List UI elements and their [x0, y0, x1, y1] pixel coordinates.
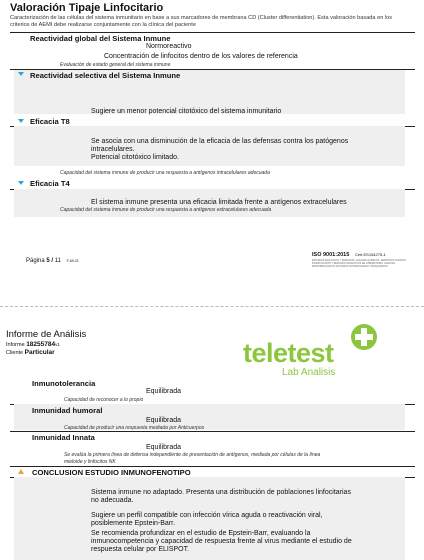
conclusion-p3-line-2: inmunocompetencia y capacidad de respuesta frente al virus mediante el estudio de: [91, 538, 352, 545]
divider: [10, 466, 415, 467]
t8-note: Capacidad del sistema inmune de producir una respuesta a antígenos intracelulares adecuada: [60, 170, 270, 176]
inmunotolerancia-note: Capacidad de reconocer a lo propio: [64, 397, 144, 403]
section-arrow-icon: [18, 181, 24, 185]
divider: [10, 69, 415, 70]
iso-cert: Cert.ES154275-1: [354, 252, 386, 257]
page-total: 11: [54, 258, 61, 264]
page-title: Valoración Tipaje Linfocitario: [10, 2, 164, 14]
section-heading-t4: Eficacia T4: [30, 179, 70, 188]
informe-number: 18255784: [26, 341, 56, 348]
divider: [10, 32, 415, 33]
page-current: 5: [46, 258, 50, 264]
section-heading-t8: Eficacia T8: [30, 117, 70, 126]
conclusion-p3-line-3: respuesta celular por ELISPOT.: [91, 546, 190, 553]
cliente-value: Particular: [24, 349, 55, 356]
warning-triangle-icon: [18, 469, 24, 474]
page-separator: /: [51, 258, 54, 264]
t8-line-2: intracelulares.: [91, 146, 135, 153]
selectiva-description: Sugiere un menor potencial citotóxico del sistema inmunitario: [91, 108, 282, 115]
informe-version: v1: [55, 342, 60, 347]
humoral-note: Capacidad de producir una respuesta mediada por Anticuerpos: [64, 425, 205, 431]
t8-line-3: Potencial citotóxico limitado.: [91, 154, 179, 161]
teletest-logo: teletest: [243, 338, 334, 368]
conclusion-p3-line-1: Se recomienda profundizar en el estudio de Epstein-Barr, evaluando la: [91, 530, 311, 537]
section-band: [14, 126, 405, 166]
conclusion-p2-line-2: posiblemente Epstein-Barr.: [91, 520, 176, 527]
innata-note-2: mieloide y linfocitos NK: [64, 459, 116, 465]
client: [6, 349, 55, 356]
informe-label: Informe: [6, 342, 25, 348]
iso-certification: [312, 252, 386, 258]
global-value: Normoreactivo: [146, 43, 192, 50]
section-heading-selectiva: Reactividad selectiva del Sistema Inmune: [30, 71, 181, 80]
iso-scope: ESTUDIOS ANALITICOS Y SERVICIOS, ANALISIS QUIMICOS, SERVICIOS CLINICOS, INVESTIGACION Y SERVICIOS ANALITICOS DE LABORATORIO, ANALISIS MICROBIOLOGICOS, ESTUDIOS NUTRICIONALES Y BIOQUIMICOS: [312, 259, 407, 268]
report-title: Informe de Análisis: [6, 329, 87, 340]
logo-cross-icon: [350, 323, 378, 351]
page-subtitle: Caracterización de las células del sistema inmunitario en base a sus marcadores de membrana CD (Cluster differentiation). Esta valoración basada en los criterios de AEMI debe realizarse conjuntamente con la clínica del paciente: [10, 15, 393, 28]
section-heading-inmunotolerancia: Inmunotolerancia: [32, 379, 96, 388]
section-heading-conclusion: CONCLUSION ESTUDIO INMUNOFENOTIPO: [32, 468, 191, 477]
divider: [10, 431, 415, 432]
t8-line-1: Se asocia con una disminución de la eficacia de las defensas contra los patógenos: [91, 138, 349, 145]
section-heading-humoral: Inmunidad humoral: [32, 406, 103, 415]
section-heading-global: Reactividad global del Sistema Inmune: [30, 34, 171, 43]
page-number: [26, 258, 79, 264]
iso-label: ISO 9001:2015: [312, 252, 350, 258]
inmunotolerancia-value: Equilibrada: [146, 388, 182, 395]
cliente-label: Cliente: [6, 350, 24, 356]
innata-note-1: Se evalúa la primera línea de defensa independiente de presentación de antígenos, mediada por células de la línea: [64, 452, 321, 458]
innata-value: Equilibrada: [146, 444, 182, 451]
logo-subtitle: Lab Analisis: [282, 367, 336, 378]
section-arrow-icon: [18, 72, 24, 76]
t4-note: Capacidad del sistema inmune de producir una respuesta a antígenos extracelulares adecuada: [60, 207, 272, 213]
conclusion-p1-line-2: no adecuada.: [91, 497, 134, 504]
conclusion-p2-line-1: Sugiere un perfil compatible con infección vírica aguda o reactivación viral,: [91, 512, 323, 519]
report-id: [6, 341, 60, 348]
section-heading-innata: Inmunidad Innata: [32, 433, 95, 442]
t4-description: El sistema inmune presenta una eficacia limitada frente a antígenos extracelulares: [91, 199, 347, 206]
page-break: [0, 306, 424, 307]
conclusion-p1-line-1: Sistema inmune no adaptado. Presenta una distribución de poblaciones linfocitarias: [91, 489, 351, 496]
section-arrow-icon: [18, 119, 24, 123]
humoral-value: Equilibrada: [146, 417, 182, 424]
global-description: Concentración de linfocitos dentro de los valores de referencia: [104, 53, 298, 60]
page-label: Página: [26, 258, 45, 264]
global-note: Evaluación de estado general del sistema inmune: [60, 62, 171, 68]
form-code: F-69-21: [66, 259, 79, 263]
